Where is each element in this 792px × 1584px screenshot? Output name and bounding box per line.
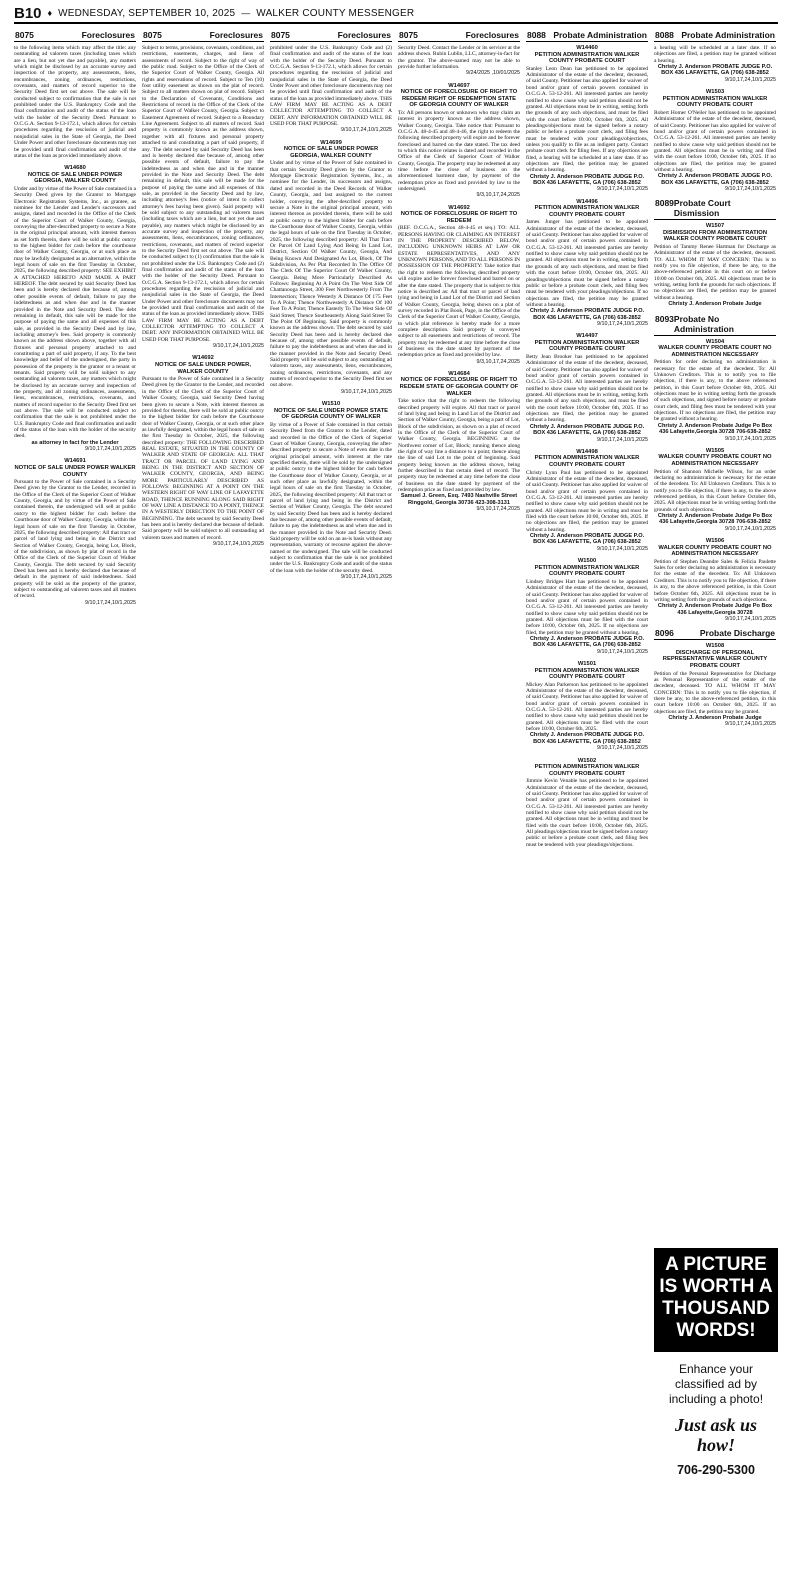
notice-body: Under and by virtue of the Power of Sale contained in a Security Deed given by the Grantor to Mortgage Electronic Registration Systems, Inc., as grantee, as nominee for the Lender and Lender's successors and assigns, dated and recorded in the Office of the Clerk of the Superior Court of Walker County, Georgia, conveying the after-described property to secure a Note in the original principal amount, with interest thereon as set forth therein, there will be sold at public outcry to the highest bidder for cash before the courthouse door of Walker County, Georgia, or at such place as may be lawfully designated as an alternative, within the legal hours of sale on the first Tuesday in October, 2025, the following described property: SEE EXHIBIT A ATTACHED HERETO AND MADE A PART HEREOF. The debt secured by said Security Deed has been and is hereby declared due because of, among other possible events of default, failure to pay the indebtedness as and when due and in the manner provided in the Note and Security Deed. The debt remaining in default, this sale will be made for the purpose of paying the same and all expenses of this sale, as provided in the Security Deed and by law, including attorney's fees. Said property is commonly known as the address shown above, together with all fixtures and personal property attached to and constituting a part of said property, if any. To the best knowledge and belief of the undersigned, the party in possession of the property is the grantor or a tenant or tenants. Said property will be sold subject to any outstanding ad valorem taxes, any matters which might be disclosed by an accurate survey and inspection of the property, and all zoning ordinances, assessments, liens, encumbrances, restrictions, covenants, and matters of record superior to the Security Deed first set out above. The sale will be conducted subject to confirmation that the sale is not prohibited under the U.S. Bankruptcy Code and final confirmation and audit of the status of the loan with the holder of the security deed. bbox=[14, 185, 136, 440]
legal-notice bbox=[398, 45, 520, 77]
legal-notice bbox=[270, 401, 392, 580]
notice-body: (REF. O.C.G.A., Section 48-4-45 et seq.) TO: ALL PERSONS HAVING OR CLAIMING AN INTEREST IN THE PROPERTY DESCRIBED BELOW, INCLUDING UNKNOWN HEIRS AT LAW OR ESTATE REPRESENTATIVES, AND ANY UNKNOWN PERSONS, AND TO ALL PERSONS IN POSSESSION OF THE PROPERTY: Take notice that the right to redeem the following described property will expire and be forever foreclosed and barred on or after the date stated. The property that is subject to this notice is described as: All that tract or parcel of land lying and being in Land Lot of the District and Section of Walker County, Georgia, being shown on a plat of survey recorded in Plat Book, Page, in the Office of the Clerk of the Superior Court of Walker County, Georgia, to which plat reference is hereby made for a more complete description. Said property is conveyed subject to all easements and restrictions of record. The property may be redeemed at any time before the close of business on the date stated by payment of the redemption price as fixed and provided by law. bbox=[398, 225, 520, 359]
column-2 bbox=[142, 28, 264, 1574]
notice-signature: Christy J. Anderson Probate Judge Po Box 436 Lafayette,Georgia 30728 706-638-2852 bbox=[657, 512, 773, 526]
legal-notice bbox=[526, 45, 648, 193]
notice-id: W14697 bbox=[448, 82, 470, 89]
notice-title: PETITION ADMINISTRATION WALKER COUNTY PROBATE COURT bbox=[534, 667, 640, 681]
notice-title: NOTICE OF FORECLOSURE OF RIGHT TO REDEEM RIGHT OF REDEMPTION STATE OF GEORGIA COUNTY OF WALKER bbox=[400, 89, 518, 109]
section-header bbox=[654, 628, 776, 640]
column-5 bbox=[526, 28, 648, 1574]
notice-title: PETITION ADMINISTRATION WALKER COUNTY PROBATE COURT bbox=[534, 205, 640, 218]
notice-run-dates: 9/10,17,24,10/1,2025 bbox=[341, 388, 392, 395]
notice-body: Petition of the Personal Representative for Discharge as Personal Representative of the estate of the decedent, deceased. TO ALL WHOM IT MAY CONCERN: This is to notify you to file objection, if there be any, to the above-referenced petition, in this court before 10:00 on October 6th, 2025. If no objections are filed, the petition may be granted. bbox=[654, 670, 776, 715]
notice-id: W1501 bbox=[577, 660, 597, 667]
notice-body: To: All persons known or unknown who may claim an interest in property known as the address shown, Walker County, Georgia. Take notice that: Pursuant to O.C.G.A. 48-4-45 and 48-4-46, the right to redeem the following described property will expire and be forever foreclosed and barred on the date stated. The tax deed to which this notice relates is dated and recorded in the Office of the Clerk of Superior Court of Walker County, Georgia. The property may be redeemed at any time before the close of business on the aforementioned barment date, by payment of the redemption price as fixed and provided by law to the undersigned. bbox=[398, 109, 520, 193]
notice-title: PETITION ADMINISTRATION WALKER COUNTY PROBATE COURT bbox=[534, 455, 640, 469]
notice-body: prohibited under the U.S. Bankruptcy Code and (2) final confirmation and audit of the status of the loan with the holder of the Security Deed. Pursuant to O.C.G.A. Section 9-13-172.1, which allows for certain procedures regarding the rescission of judicial and nonjudicial sales in the State of Georgia, the Deed Under Power and other foreclosure documents may not be provided until final confirmation and audit of the status of the loan as provided immediately above. THIS LAW FIRM MAY BE ACTING AS A DEBT COLLECTOR ATTEMPTING TO COLLECT A DEBT. ANY INFORMATION OBTAINED WILL BE USED FOR THAT PURPOSE. bbox=[270, 45, 392, 128]
section-name: Probate Court Dismission bbox=[673, 198, 731, 219]
section-code: 8089 bbox=[655, 198, 674, 209]
notice-run-dates: 9/10,17,24,10/1,2025 bbox=[341, 574, 392, 581]
notice-title: NOTICE OF FORECLOSURE OF RIGHT TO REDEEM bbox=[400, 211, 518, 224]
notice-id: W1507 bbox=[705, 223, 725, 230]
notice-body: Robert Homer O'Neiler has petitioned to be appointed Administrator of the estate of the decedent, deceased, of said County. Petitioner has also applied for waiver of bond and/or grant of certain powers contained in O.C.G.A. 53-12-261. All interested parties are hereby notified to show cause why said petition should not be granted. All objections must be in writing and filed with the court before 10:00, October 6th, 2025. If no objections are filed, the petition may be granted without a hearing. bbox=[654, 109, 776, 173]
section-code: 8093 bbox=[655, 313, 674, 324]
promo-headline: A PICTURE IS WORTH A THOUSAND WORDS! bbox=[654, 1248, 778, 1352]
notice-title: WALKER COUNTY PROBATE COURT NO ADMINISTRATION NECESSARY bbox=[658, 454, 772, 467]
legal-notice bbox=[654, 89, 776, 192]
section-header bbox=[270, 30, 392, 42]
notice-id: W14699 bbox=[320, 139, 342, 146]
legal-notice bbox=[14, 45, 136, 159]
notice-body: Petition of Shannon Michelle Wilson, for an order declaring no administration is necessary for the estate of the decedent. To: All Unknown Creditors. This is to notify you to file objection, if there is any, to the above referenced petition, in this Court before October 6th, 2025. All objections must be in writing setting forth the grounds of such objections. bbox=[654, 468, 776, 513]
notice-run-dates: 9/3,10,17,24,2025 bbox=[476, 506, 520, 513]
notice-run-dates: 9/10,17,24,10/1,2025 bbox=[213, 343, 264, 350]
notice-title: NOTICE OF SALE UNDER POWER GEORGIA, WALKER COUNTY bbox=[27, 171, 123, 185]
notice-id: W14496 bbox=[576, 198, 598, 205]
notice-run-dates: 9/10,17,24,10/1,2025 bbox=[597, 186, 648, 193]
legal-notice bbox=[398, 205, 520, 365]
notice-run-dates: 9/10,17,24,10/1,2025 bbox=[597, 545, 648, 552]
notice-title: PETITION ADMINISTRATION WALKER COUNTY PROBATE COURT bbox=[534, 51, 640, 65]
masthead bbox=[14, 4, 778, 24]
notice-title: WALKER COUNTY PROBATE COURT NO ADMINISTRATION NECESSARY bbox=[658, 544, 772, 558]
notice-id: W14692 bbox=[192, 355, 214, 362]
legal-notice bbox=[270, 45, 392, 134]
section-name: Probate Administration bbox=[553, 30, 647, 40]
notice-signature: Christy J. Anderson Probate Judge Po Box 436 Lafayette,Georgia 30728 706-638-2852 bbox=[657, 422, 773, 436]
notice-run-dates: 9/10,17,24,10/1,2025 bbox=[725, 721, 776, 728]
notice-body: a hearing will be scheduled at a later date. If no objections are filed, a petition may be granted without a hearing. bbox=[654, 45, 776, 64]
paper-name: WALKER COUNTY MESSENGER bbox=[256, 7, 415, 19]
legal-notice bbox=[654, 223, 776, 307]
column-1 bbox=[14, 28, 136, 1574]
notice-signature: Christy J. Anderson PROBATE JUDGE P.O. BOX 436 LAFAYETTE, GA (706) 638-2852 bbox=[657, 64, 773, 77]
notice-signature: Christy J. Anderson PROBATE JUDGE P.O. BOX 436 LAFAYETTE, GA (706) 638-2852 bbox=[657, 173, 773, 186]
notice-title: PETITION ADMINISTRATION WALKER COUNTY PROBATE COURT bbox=[662, 95, 768, 109]
legal-notice bbox=[270, 140, 392, 395]
section-code: 8088 bbox=[527, 30, 546, 40]
separator-glyph: ♦ bbox=[47, 8, 53, 18]
notice-run-dates: 9/10,17,24,10/1,2025 bbox=[725, 525, 776, 532]
notice-body: Subject to terms, provisions, covenants, conditions, and restrictions, easements, charges, and liens of assessments of record. Subject to the right of way of the public road. Subject to the Office of the Clerk of the Superior Court of Walker County, Georgia. All rights and reservations of record. Subject to Ten (10) foot utility easement as shown on the plat of record. Subject to all matters shown on plat of record. Subject to the Declaration of Covenants, Conditions and Restrictions of record in the Office of the Clerk of the Superior Court of Walker County, Georgia. Subject to Easement Agreement of record. Subject to a Boundary Line Agreement. Subject to all matters of record. Said property is commonly known as the address shown, together with all fixtures and personal property attached to and constituting a part of said property, if any. The debt secured by said Security Deed has been and is hereby declared due because of, among other possible events of default, failure to pay the indebtedness as and when due and in the manner provided in the Note and Security Deed. The debt remaining in default, this sale will be made for the purpose of paying the same and all expenses of this sale, as provided in the Security Deed and by law, including attorney's fees (notice of intent to collect attorney's fees having been given). Said property will be sold subject to any outstanding ad valorem taxes (including taxes which are a lien, but not yet due and payable), any matters which might be disclosed by an accurate survey and inspection of the property, any assessments, liens, encumbrances, zoning ordinances, restrictions, covenants, and matters of record superior to the Security Deed first set out above. The sale will be conducted subject to (1) confirmation that the sale is not prohibited under the U.S. Bankruptcy Code and (2) final confirmation and audit of the status of the loan with the holder of the Security Deed. Pursuant to O.C.G.A. Section 9-13-172.1, which allows for certain procedures regarding the rescission of judicial and nonjudicial sales in the State of Georgia, the Deed Under Power and other foreclosure documents may not be provided until final confirmation and audit of the status of the loan as provided immediately above. THIS LAW FIRM MAY BE ACTING AS A DEBT COLLECTOR ATTEMPTING TO COLLECT A DEBT. ANY INFORMATION OBTAINED WILL BE USED FOR THAT PURPOSE. bbox=[142, 45, 264, 343]
notice-body: Christy Lynn Paul has petitioned to be appointed Administrator of the estate of the decedent, deceased, of said County. Petitioner has also applied for waiver of bond and/or grant of certain powers contained in O.C.G.A. 53-12-261. All interested parties are hereby notified to show cause why said petition should not be granted. All objections must be in writing and must be filed with the court before 10:00, October 6th, 2025. If no objections are filed, the petition may be granted without a hearing. bbox=[526, 469, 648, 533]
legal-notice bbox=[654, 339, 776, 442]
notice-id: W14460 bbox=[576, 45, 598, 51]
notice-title: DISMISSION FROM ADMINISTRATION WALKER COUNTY PROBATE COURT bbox=[662, 229, 768, 243]
notice-signature: Christy J. Anderson PROBATE JUDGE P.O. BOX 436 LAFAYETTE, GA (706) 638-2852 bbox=[529, 308, 645, 321]
notice-id: W1500 bbox=[577, 558, 597, 565]
notice-id: W1510 bbox=[321, 401, 341, 408]
notice-body: Petition for order declaring no administration is necessary for the estate of the decedent. To: All Unknown Creditors. This is to notify you to file objection, if there is any, to the above referenced petition, in this Court before October 6th, 2025. All objections must be in writing setting forth the grounds of such objections, and signed before notary or probate court clerk, and filing fees must be tendered with your objections. If no objections are filed, the petition may be granted without a hearing. bbox=[654, 359, 776, 423]
notice-title: NOTICE OF SALE UNDER POWER GEORGIA, WALKER COUNTY bbox=[283, 146, 379, 159]
notice-run-dates: 9/10,17,24,10/1,2025 bbox=[85, 446, 136, 453]
notice-run-dates: 9/3,10,17,24,2025 bbox=[476, 358, 520, 365]
section-header bbox=[398, 30, 520, 42]
section-header bbox=[654, 198, 776, 220]
notice-body: Pursuant to the Power of Sale contained in a Security Deed given by the Grantor to the Lender, recorded in the Office of the Clerk of the Superior Court of Walker County, Georgia, and by virtue of the Power of Sale contained therein, the undersigned will sell at public outcry to the highest bidder for cash before the Courthouse door of Walker County, Georgia, within the legal hours of sale on the first Tuesday in October, 2025, the following described property: All that tract or parcel of land lying and being in the District and Section of Walker County, Georgia, being Lot, Block, of the subdivision, as shown by plat of record in the Office of the Clerk of the Superior Court of Walker County, Georgia. The debt secured by said Security Deed has been and is hereby declared due because of default in the payment of said indebtedness. Said property will be sold as the property of the grantor, subject to outstanding ad valorem taxes and all matters of record. bbox=[14, 479, 136, 600]
promo-phone: 706-290-5300 bbox=[677, 1463, 755, 1477]
notice-run-dates: 9/10,17,24,10/1,2025 bbox=[597, 436, 648, 443]
notice-run-dates: 9/10,17,24,10/1,2025 bbox=[341, 127, 392, 134]
notice-signature: Christy J. Anderson PROBATE JUDGE P.O. BOX 436 LAFAYETTE, GA (706) 638-2852 bbox=[529, 635, 645, 649]
notice-body: Stanley Leon Dean has petitioned to be appointed Administrator of the estate of the decedent, deceased, of said County. Petitioner has also applied for waiver of bond and/or grant of certain powers contained in O.C.G.A. 53-12-261. All interested parties are hereby notified to show cause why said petition should not be granted. All objections must be in writing, setting forth the grounds of any such objections, and must be filed with the court before 10:00, October 6th, 2025. All pleadings/objections must be signed before a notary public or before a probate court clerk, and filing fees must be tendered with your pleadings/objections, unless you qualify to file as an indigent party. Contact probate court clerk for filing fees. If any objections are filed, a hearing will be scheduled at a later date. If no objections are filed, the petition may be granted without a hearing. bbox=[526, 65, 648, 174]
notice-title: WALKER COUNTY PROBATE COURT NO ADMINISTRATION NECESSARY bbox=[658, 345, 772, 358]
section-name: Probate Discharge bbox=[699, 628, 775, 639]
notice-title: NOTICE OF FORECLOSURE OF RIGHT TO REDEEM STATE OF GEORGIA COUNTY OF WALKER bbox=[399, 377, 519, 397]
section-code: 8075 bbox=[271, 30, 290, 40]
legal-notice bbox=[526, 558, 648, 655]
notice-title: NOTICE OF SALE UNDER POWER, WALKER COUNTY bbox=[155, 361, 251, 375]
notice-signature: Christy J. Anderson PROBATE JUDGE P.O. BOX 436 LAFAYETTE, GA (706) 638-2852 bbox=[529, 423, 645, 437]
legal-notice bbox=[526, 758, 648, 849]
notice-signature: Christy J. Anderson PROBATE JUDGE P.O. BOX 436 LAFAYETTE, GA (706) 638-2852 bbox=[529, 173, 645, 187]
notice-id: W1508 bbox=[705, 643, 725, 650]
legal-notice bbox=[14, 165, 136, 452]
notice-title: PETITION ADMINISTRATION WALKER COUNTY PROBATE COURT bbox=[534, 339, 640, 353]
notice-signature: Christy J. Anderson Probate Judge bbox=[668, 301, 762, 308]
notice-run-dates: 9/10,17,24,10/1,2025 bbox=[725, 435, 776, 442]
section-header bbox=[14, 30, 136, 42]
notice-id: W14680 bbox=[64, 165, 86, 172]
section-header bbox=[142, 30, 264, 42]
legal-notice bbox=[142, 45, 264, 349]
notice-body: Take notice that the right to redeem the following described property will expire. All that tract or parcel of land lying and being in Land Lot of the District and Section of Walker County, Georgia, being a part of Lot, Block of the subdivision, as shown on a plat of record in the Office of the Clerk of the Superior Court of Walker County, Georgia. BEGINNING at the Northwest corner of Lot, Block; running thence along the right of way line a distance to a point; thence along the line of said Lot to the point of beginning. Said property being known as the address shown, being further described in that certain deed of record. The property may be redeemed at any time before the close of business on the date stated by payment of the redemption price as fixed and provided by law. bbox=[398, 398, 520, 494]
notice-run-dates: 9/10,17,24,10/1,2025 bbox=[597, 648, 648, 655]
notice-id: W14684 bbox=[448, 370, 470, 377]
notice-title: DISCHARGE OF PERSONAL REPRESENTATIVE WALKER COUNTY PROBATE COURT bbox=[662, 649, 768, 669]
legal-notice bbox=[526, 449, 648, 552]
notice-body: By virtue of a Power of Sale contained in that certain Security Deed from the Grantor to the Lender, dated and recorded in the Office of the Clerk of Superior Court of Walker County, Georgia, conveying the after-described property to secure a Note of even date in the original principal amount, with interest at the rate specified therein, there will be sold by the undersigned at public outcry to the highest bidder for cash before the Courthouse door of Walker County, Georgia, or at such other place as lawfully designated, within the legal hours of sale on the first Tuesday in October, 2025, the following described property: All that tract or parcel of land lying and being in the District and Section of Walker County, Georgia. The debt secured by said Security Deed has been and is hereby declared due because of, among other possible events of default, failure to pay the indebtedness as and when due and in the manner provided in the Note and Security Deed. Said property will be sold on an as-is basis without any representation, warranty or recourse against the above-named or the undersigned. The sale will be conducted subject to confirmation that the sale is not prohibited under the U.S. Bankruptcy Code and audit of the status of the loan with the holder of the security deed. bbox=[270, 421, 392, 574]
section-code: 8088 bbox=[655, 30, 674, 40]
notice-id: W14691 bbox=[64, 458, 86, 465]
notice-run-dates: 9/10,17,24,10/1,2025 bbox=[597, 321, 648, 328]
section-name: Foreclosures bbox=[209, 30, 263, 40]
notice-body: Petition of Stephen Deandre Sales & Felicia Paulette Sales for order declaring no administration is necessary for the estate of the decedent. To: All Unknown Creditors. This is to notify you to file objection, if there is any, to the above referenced petition, in this Court before October 6th, 2025. All objections must be in writing setting forth the grounds of such objections. bbox=[654, 558, 776, 603]
legal-notice bbox=[654, 448, 776, 532]
notice-run-dates: 9/3,10,17,24,2025 bbox=[476, 192, 520, 199]
column-4 bbox=[398, 28, 520, 1574]
notice-title: NOTICE OF SALE UNDER POWER STATE OF GEORGIA COUNTY OF WALKER bbox=[273, 407, 389, 421]
notice-run-dates: 9/10,17,24,10/1,2025 bbox=[725, 616, 776, 622]
notice-title: NOTICE OF SALE UNDER POWER WALKER COUNTY bbox=[14, 464, 136, 478]
legal-notice bbox=[526, 333, 648, 443]
notice-signature: as attorney in fact for the Lender bbox=[31, 439, 119, 446]
notice-id: W1503 bbox=[705, 89, 725, 96]
legal-notice bbox=[14, 458, 136, 606]
notice-body: Pursuant to the Power of Sale contained in a Security Deed given by the Grantor to the Lender, and recorded in the Office of the Clerk of the Superior Court of Walker County, Georgia, said Security Deed having been given to secure a Note, with interest thereon as provided for therein, there will be sold at public outcry to the highest bidder for cash before the Courthouse door of Walker County, Georgia, or at such other place as lawfully designated, within the legal hours of sale on the first Tuesday in October, 2025, the following described property: THE FOLLOWING DESCRIBED REAL ESTATE, SITUATED IN THE COUNTY OF WALKER AND STATE OF GEORGIA: ALL THAT TRACT OR PARCEL OF LAND LYING AND BEING IN THE DISTRICT AND SECTION OF WALKER COUNTY, GEORGIA, AND BEING MORE PARTICULARLY DESCRIBED AS FOLLOWS: BEGINNING AT A POINT ON THE WESTERN RIGHT OF WAY LINE OF LAFAYETTE ROAD, THENCE RUNNING ALONG SAID RIGHT OF WAY LINE A DISTANCE TO A POINT, THENCE IN A WESTERLY DIRECTION TO THE POINT OF BEGINNING. The debt secured by said Security Deed has been and is hereby declared due because of default. Said property will be sold subject to all outstanding ad valorem taxes and matters of record. bbox=[142, 376, 264, 541]
section-name: Probate Administration bbox=[681, 30, 775, 40]
notice-body: Under and by virtue of the Power of Sale contained in that certain Security Deed given by the Grantor to Mortgage Electronic Registration Systems, Inc., as nominee for the Lender, its successors and assigns, dated and recorded in the Deed Records of Walker County, Georgia, and last assigned to the current holder, conveying the after-described property to secure a Note in the original principal amount, with interest thereon as provided therein, there will be sold at public outcry to the highest bidder for cash before the Courthouse door of Walker County, Georgia, within the legal hours of sale on the first Tuesday in October, 2025, the following described property: All That Tract Or Parcel Of Land Lying And Being In Land Lot, District, Section Of Walker County, Georgia, And Being Known And Designated As Lot, Block, Of The Subdivision, As Per Plat Recorded In The Office Of The Clerk Of The Superior Court Of Walker County, Georgia. Being More Particularly Described As Follows: Beginning At A Point On The West Side Of Chattanooga Street, 300 Feet Northwesterly From The Intersection; Thence Westerly A Distance Of 175 Feet To A Point; Thence Northwesterly A Distance Of 100 Feet To A Point; Thence Easterly To The West Side Of Said Street; Thence Southeasterly Along Said Street To The Point Of Beginning. Said property is commonly known as the address shown. The debt secured by said Security Deed has been and is hereby declared due because of, among other possible events of default, failure to pay the indebtedness as and when due and in the manner provided in the Note and Security Deed. Said property will be sold subject to any outstanding ad valorem taxes, any assessments, liens, encumbrances, zoning ordinances, restrictions, covenants, and any matters of record superior to the Security Deed first set out above. bbox=[270, 160, 392, 389]
section-name: Foreclosures bbox=[81, 30, 135, 40]
notice-run-dates: 9/24/2025 ,10/01/2025 bbox=[466, 70, 520, 77]
notice-body: Petition of Tammy Renee Hartman for Discharge as Administrator of the estate of the decedent, deceased. TO: ALL WHOM IT MAY CONCERN: This is to notify you to file objection, if there be any, to the above-referenced petition in this court on or before 10:00 on October 6th, 2025. All objections must be in writing, setting forth the grounds for such objections. If no objections are filed, the petition may be granted without a hearing. bbox=[654, 244, 776, 301]
section-code: 8075 bbox=[399, 30, 418, 40]
legal-notice bbox=[654, 538, 776, 622]
notice-signature: Christy J. Anderson Probate Judge bbox=[668, 714, 762, 721]
notice-signature: Christy J. Anderson PROBATE JUDGE P.O. BOX 436 LAFAYETTE, GA (706) 638-2852 bbox=[529, 732, 645, 745]
notice-run-dates: 9/10,17,24,10/1,2025 bbox=[597, 745, 648, 752]
notice-id: W14497 bbox=[576, 333, 598, 340]
legal-notice bbox=[398, 83, 520, 199]
notice-body: Security Deed. Contact the Lender or its servicer at the address shown. Rubin Lublin, LLC, attorney-in-fact for the grantor. The above-named may not be able to provide further information. bbox=[398, 45, 520, 71]
notice-run-dates: 9/10,17,24,10/1,2025 bbox=[725, 186, 776, 193]
section-code: 8096 bbox=[655, 628, 674, 639]
notice-body: Lindsey Bridges Hart has petitioned to be appointed Administrator of the estate of the decedent, deceased, of said County. Petitioner has also applied for waiver of bond and/or grant of certain powers contained in O.C.G.A. 53-12-261. All interested parties are hereby notified to show cause why said petition should not be granted. All objections must be filed with the court before 10:00, October 6th, 2025. If no objections are filed, the petition may be granted without a hearing. bbox=[526, 578, 648, 636]
legal-notice bbox=[654, 643, 776, 727]
notice-body: to the following items which may affect the title: any outstanding ad valorem taxes (including taxes which are a lien, but not yet due and payable), any matters which might be disclosed by an accurate survey and inspection of the property, any assessments, liens, encumbrances, zoning ordinances, restrictions, covenants, and matters of record superior to the Security Deed first set out above. The sale will be conducted subject to confirmation that the sale is not prohibited under the U.S. Bankruptcy Code and the final confirmation and audit of the status of the loan with the holder of the Security Deed. Pursuant to O.C.G.A. Section 9-13-172.1, which allows for certain procedures regarding the rescission of judicial and nonjudicial sales in the State of Georgia, the Deed Under Power and other foreclosure documents may not be provided until final confirmation and audit of the status of the loan as provided immediately above. bbox=[14, 45, 136, 159]
promo-body: Enhance your classified ad by including a photo! bbox=[668, 1362, 764, 1406]
notice-id: W14692 bbox=[448, 204, 470, 211]
photo-ad-promo bbox=[654, 1248, 778, 1578]
notice-title: PETITION ADMINISTRATION WALKER COUNTY PROBATE COURT bbox=[534, 764, 640, 777]
notice-run-dates: 9/10,17,24,10/1,2025 bbox=[213, 541, 264, 548]
notice-id: W1505 bbox=[705, 447, 725, 454]
date-line: WEDNESDAY, SEPTEMBER 10, 2025 bbox=[58, 7, 236, 19]
page-number: B10 bbox=[14, 4, 42, 22]
notice-run-dates: 9/10,17,24,10/1,2025 bbox=[85, 599, 136, 606]
notice-signature: Christy J. Anderson PROBATE JUDGE P.O. BOX 436 LAFAYETTE, GA (706) 638-2852 bbox=[529, 533, 645, 546]
column-3 bbox=[270, 28, 392, 1574]
notice-id: W1506 bbox=[705, 538, 725, 544]
separator-dash: — bbox=[241, 8, 251, 18]
notice-body: Mickey Alan Parkerson has petitioned to be appointed Administrator of the estate of the decedent, deceased, of said County. Petitioner has also applied for waiver of bond and/or grant of certain powers contained in O.C.G.A. 53-12-261. All interested parties are hereby notified to show cause why said petition should not be granted. All objections must be filed with the court before 10:00, October 6th, 2025. bbox=[526, 681, 648, 733]
section-name: Foreclosures bbox=[465, 30, 519, 40]
notice-body: Betty Jean Brooker has petitioned to be appointed Administrator of the estate of the decedent, deceased, of said County. Petitioner has also applied for waiver of bond and/or grant of certain powers contained in O.C.G.A. 53-12-261. All interested parties are hereby notified to show cause why said petition should not be granted. All objections must be in writing, setting forth the grounds of any such objections, and must be filed with the court before 10:00, October 6th, 2025. If no objections are filed, the petition may be granted without a hearing. bbox=[526, 354, 648, 424]
legal-notice bbox=[526, 661, 648, 752]
notice-id: W14498 bbox=[576, 448, 598, 455]
notice-body: James Junger has petitioned to be appointed Administrator of the estate of the decedent, deceased, of said County. Petitioner has also applied for waiver of bond and/or grant of certain powers contained in O.C.G.A. 53-12-261. All interested parties are hereby notified to show cause why said petition should not be granted. All objections must be in writing, setting forth the grounds of any such objections, and must be filed with the court before 10:00, October 6th, 2025. All pleadings/objections must be signed before a notary public or before a probate court clerk, and filing fees must be tendered with your pleadings/objections. If no objections are filed, the petition may be granted without a hearing. bbox=[526, 219, 648, 308]
legal-notice bbox=[654, 45, 776, 83]
section-name: Foreclosures bbox=[337, 30, 391, 40]
section-code: 8075 bbox=[143, 30, 162, 40]
notice-signature: Christy J. Anderson Probate Judge Po Box 436 Lafayette,Georgia 30728 bbox=[657, 603, 773, 616]
legal-notice bbox=[142, 355, 264, 547]
legal-notice bbox=[398, 371, 520, 513]
notice-run-dates: 9/10,17,24,10/1,2025 bbox=[725, 76, 776, 83]
notice-id: W1502 bbox=[577, 757, 597, 764]
column-6 bbox=[654, 28, 776, 1242]
section-header bbox=[654, 314, 776, 336]
notice-title: PETITION ADMINISTRATION WALKER COUNTY PROBATE COURT bbox=[534, 564, 640, 578]
notice-body: Jimmie Kevin Venable has petitioned to be appointed Administrator of the estate of the decedent, deceased, of said County. Petitioner has also applied for waiver of bond and/or grant of certain powers contained in O.C.G.A. 53-12-261. All interested parties are hereby notified to show cause why said petition should not be granted. All objections must be in writing and must be filed with the court before 10:00, October 6th, 2025. All pleadings/objections must be signed before a notary public or before a probate court clerk, and filing fees must be tendered with your pleadings/objections. bbox=[526, 778, 648, 848]
notice-signature: Samuel J. Green, Esq. 7493 Nashville Street Ringgold, Georgia 30736 423-308-3131 bbox=[400, 493, 518, 506]
section-name: Probate No Administration bbox=[673, 313, 734, 334]
promo-cta: Just ask us how! bbox=[674, 1415, 758, 1455]
section-code: 8075 bbox=[15, 30, 34, 40]
notice-id: W1504 bbox=[705, 338, 725, 345]
legal-notice bbox=[526, 199, 648, 328]
section-header bbox=[526, 30, 648, 42]
section-header bbox=[654, 30, 776, 42]
